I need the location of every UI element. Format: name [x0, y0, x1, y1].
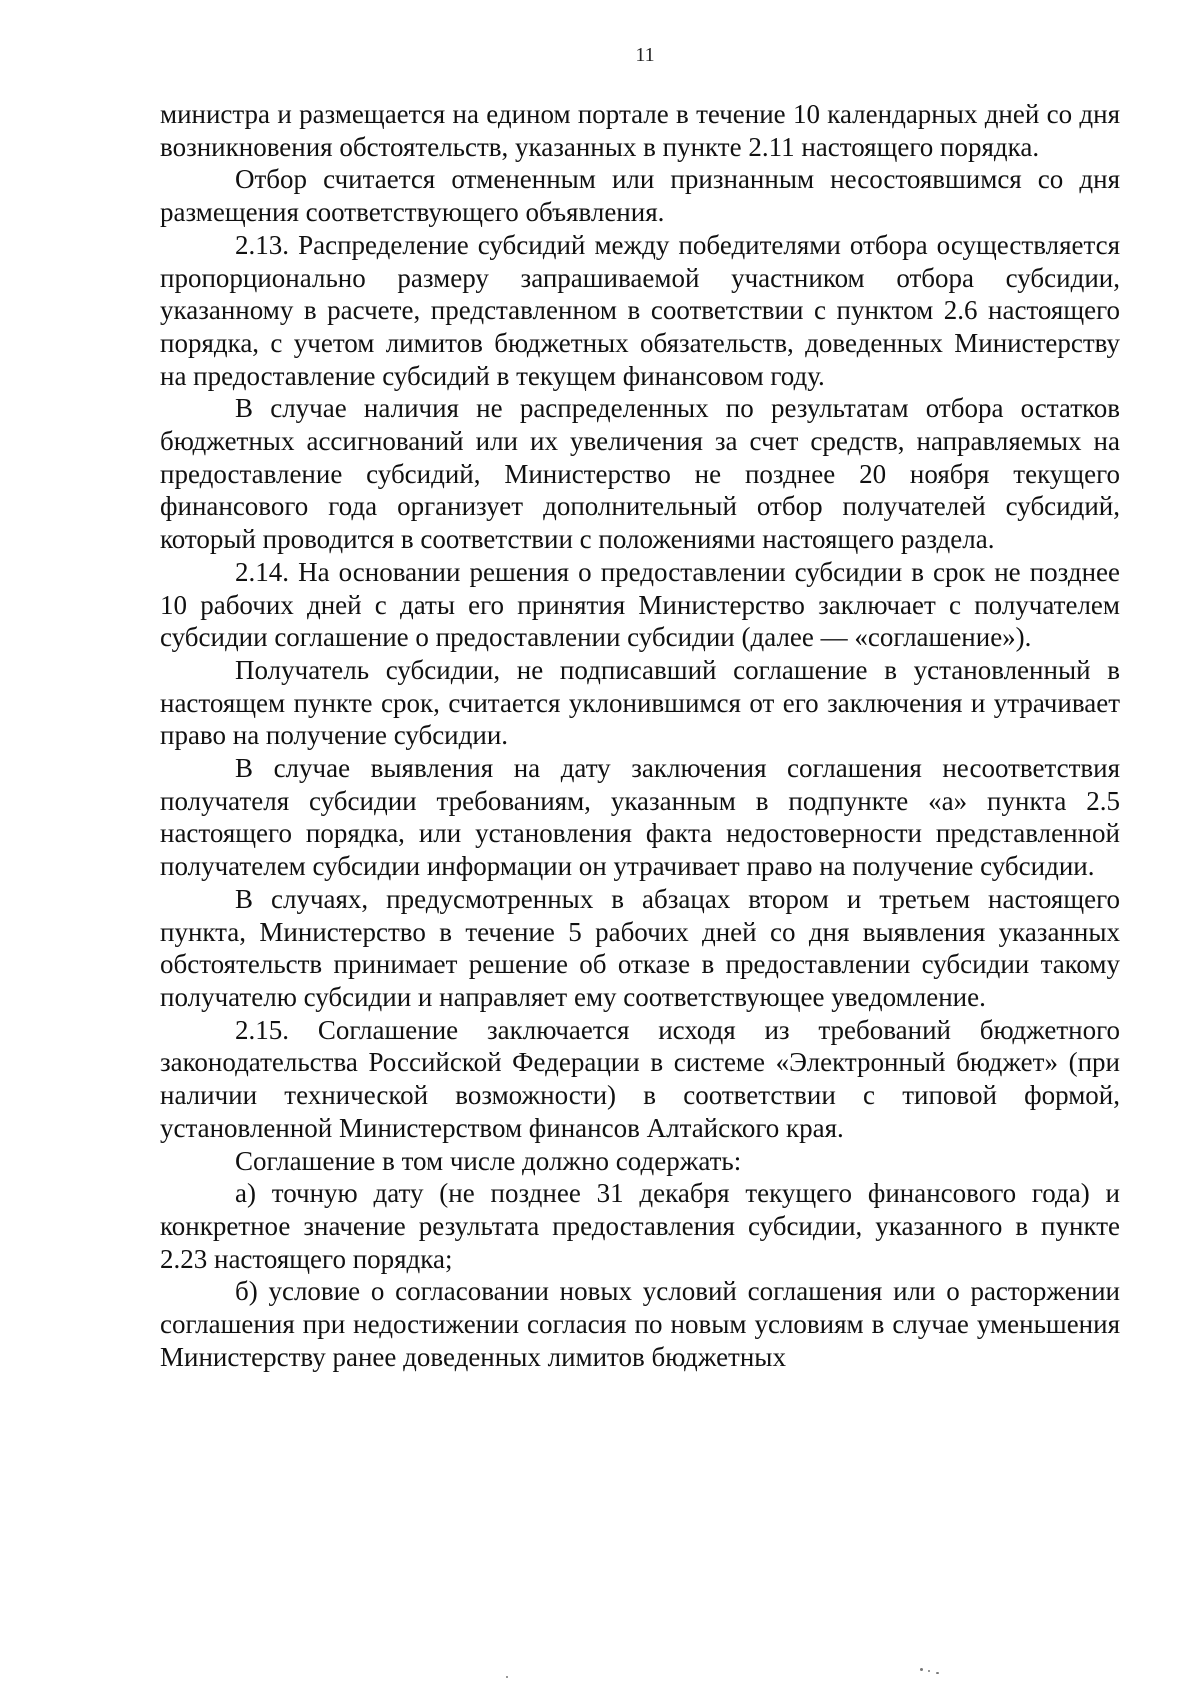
- paragraph-9: 2.15. Соглашение заключается исходя из требований бюджетного законодательства Российской Федерации в системе «Электронный бюджет» (при наличии технической возможности) в соответствии с типовой формой, установленной Министерством финансов Алтайского края.: [160, 1014, 1120, 1143]
- paragraph-8: В случаях, предусмотренных в абзацах втором и третьем настоящего пункта, Министерство в течение 5 рабочих дней со дня выявления указанных обстоятельств принимает решение об отказе в предоставлении субсидии такому получателю субсидии и направляет ему соответствующее уведомление.: [160, 883, 1120, 1012]
- paragraph-4: В случае наличия не распределенных по результатам отбора остатков бюджетных ассигнований или их увеличения за счет средств, направляемых на предоставление субсидий, Министерство не позднее 20 ноября текущего финансового года организует дополнительный отбор получателей субсидий, который проводится в соответствии с положениями настоящего раздела.: [160, 393, 1120, 555]
- scan-speck: [936, 1672, 939, 1674]
- paragraph-1: министра и размещается на едином портале в течение 10 календарных дней со дня возникновения обстоятельств, указанных в пункте 2.11 настоящего порядка.: [160, 99, 1120, 162]
- paragraph-3: 2.13. Распределение субсидий между победителями отбора осуществляется пропорционально размеру запрашиваемой участником отбора субсидии, указанному в расчете, представленном в соответствии с пунктом 2.6 настоящего порядка, с учетом лимитов бюджетных обязательств, доведенных Министерству на предоставление субсидий в текущем финансовом году.: [160, 229, 1120, 391]
- paragraph-10: Соглашение в том числе должно содержать:: [235, 1145, 742, 1176]
- document-body: [160, 98, 1120, 1373]
- paragraph-5: 2.14. На основании решения о предоставлении субсидии в срок не позднее 10 рабочих дней с даты его принятия Министерство заключает с получателем субсидии соглашение о предоставлении субсидии (далее — «соглашение»).: [160, 556, 1120, 653]
- scan-speck: [506, 1676, 508, 1678]
- scan-speck: [928, 1670, 930, 1672]
- paragraph-7: В случае выявления на дату заключения соглашения несоответствия получателя субсидии требованиям, указанным в подпункте «а» пункта 2.5 настоящего порядка, или установления факта недостоверности представленной получателем субсидии информации он утрачивает право на получение субсидии.: [160, 753, 1120, 882]
- page-number: 11: [635, 44, 655, 66]
- scan-speck: [920, 1668, 923, 1671]
- paragraph-2: Отбор считается отмененным или признанным несостоявшимся со дня размещения соответствующего объявления.: [160, 164, 1120, 228]
- paragraph-11: а) точную дату (не позднее 31 декабря текущего финансового года) и конкретное значение результата предоставления субсидии, указанного в пункте 2.23 настоящего порядка;: [160, 1178, 1120, 1274]
- paragraph-12: б) условие о согласовании новых условий соглашения или о расторжении соглашения при недостижении согласия по новым условиям в случае уменьшения Министерству ранее доведенных лимитов бюджетных: [160, 1276, 1120, 1372]
- paragraph-6: Получатель субсидии, не подписавший соглашение в установленный в настоящем пункте срок, считается уклонившимся от его заключения и утрачивает право на получение субсидии.: [160, 654, 1120, 751]
